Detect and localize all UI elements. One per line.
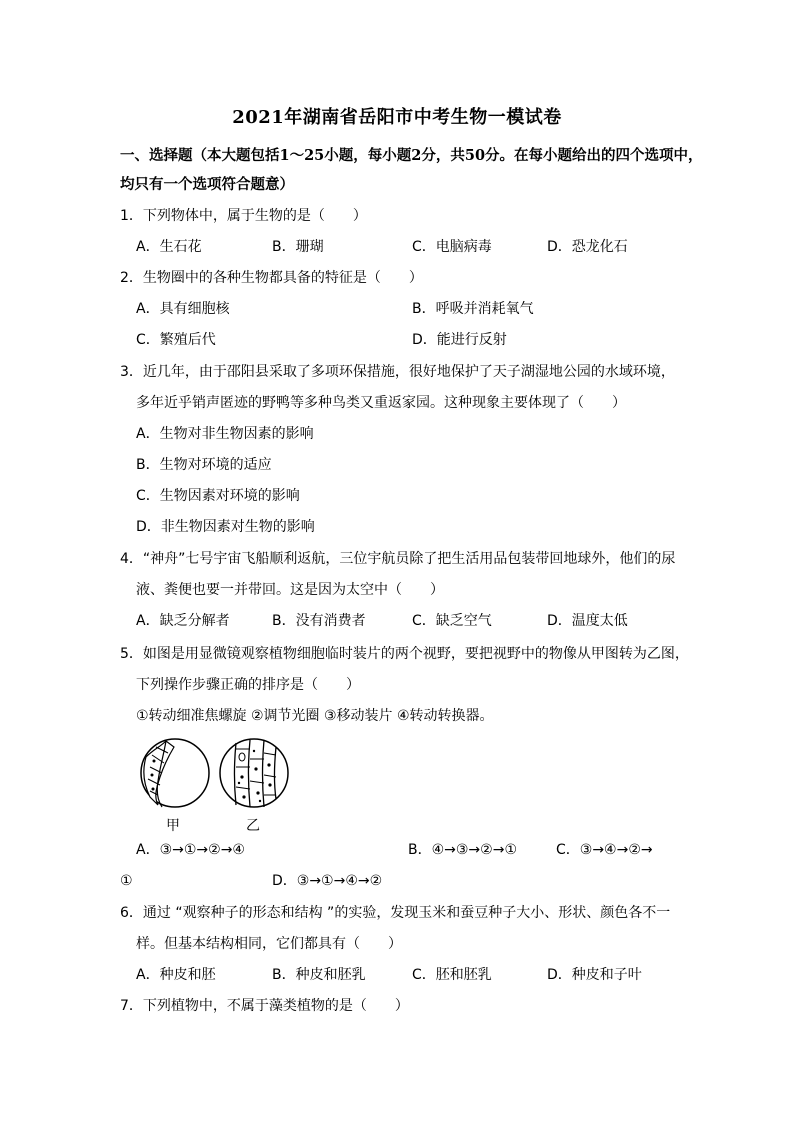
q4-option-c: C．缺乏空气 <box>412 613 492 629</box>
q4-option-b: B．没有消费者 <box>272 613 366 629</box>
q2-option-a: A．具有细胞核 <box>136 301 230 317</box>
question-4-stem-line1: 4．“神舟”七号宇宙飞船顺利返航，三位宇航员除了把生活用品包装带回地球外，他们的尿 <box>120 551 676 567</box>
q3-option-a: A．生物对非生物因素的影响 <box>136 426 314 442</box>
q4-option-d: D．温度太低 <box>547 613 628 629</box>
microscope-views-figure <box>138 737 298 832</box>
q5-option-c-continued: ① <box>120 873 133 889</box>
q2-option-d: D．能进行反射 <box>412 332 507 348</box>
question-5-steps: ①转动细准焦螺旋 ②调节光圈 ③移动装片 ④转动转换器。 <box>136 708 494 724</box>
question-3-stem-line2: 多年近乎销声匿迹的野鸭等多种鸟类又重返家园。这种现象主要体现了（ ） <box>136 395 626 411</box>
question-4-stem-line2: 液、粪便也要一并带回。这是因为太空中（ ） <box>136 582 444 598</box>
q6-option-d: D．种皮和子叶 <box>547 967 642 983</box>
q6-option-c: C．胚和胚乳 <box>412 967 492 983</box>
view-yi-icon <box>220 739 288 807</box>
q3-option-c: C．生物因素对环境的影响 <box>136 488 300 504</box>
q2-option-c: C．繁殖后代 <box>136 332 216 348</box>
question-3-stem-line1: 3．近几年，由于邵阳县采取了多项环保措施，很好地保护了天子湖湿地公园的水域环境， <box>120 364 675 380</box>
question-6-stem-line2: 样。但基本结构相同，它们都具有（ ） <box>136 936 402 952</box>
q4-option-a: A．缺乏分解者 <box>136 613 230 629</box>
view-jia-icon <box>141 739 209 807</box>
page-title: 2021年湖南省岳阳市中考生物一模试卷 <box>232 107 562 128</box>
q5-option-a: A．③→①→②→④ <box>136 842 245 858</box>
q6-option-b: B．种皮和胚乳 <box>272 967 366 983</box>
question-2-stem: 2．生物圈中的各种生物都具备的特征是（ ） <box>120 270 423 286</box>
q6-option-a: A．种皮和胚 <box>136 967 216 983</box>
q1-option-c: C．电脑病毒 <box>412 239 492 255</box>
question-7-stem: 7．下列植物中，不属于藻类植物的是（ ） <box>120 998 409 1014</box>
q3-option-b: B．生物对环境的适应 <box>136 457 272 473</box>
q3-option-d: D．非生物因素对生物的影响 <box>136 519 315 535</box>
q1-option-b: B．珊瑚 <box>272 239 324 255</box>
q5-option-c: C．③→④→②→ <box>556 842 653 858</box>
q1-option-a: A．生石花 <box>136 239 202 255</box>
section-heading-line2: 均只有一个选项符合题意） <box>120 176 294 193</box>
question-5-stem-line1: 5．如图是用显微镜观察植物细胞临时装片的两个视野，要把视野中的物像从甲图转为乙图， <box>120 646 689 662</box>
question-6-stem-line1: 6．通过 “观察种子的形态和结构 ”的实验，发现玉米和蚕豆种子大小、形状、颜色各不一 <box>120 905 671 921</box>
question-1-stem: 1．下列物体中，属于生物的是（ ） <box>120 208 367 224</box>
q5-option-d: D．③→①→④→② <box>272 873 383 889</box>
q1-option-d: D．恐龙化石 <box>547 239 628 255</box>
question-5-stem-line2: 下列操作步骤正确的排序是（ ） <box>136 677 360 693</box>
figure-label-yi: 乙 <box>246 818 260 834</box>
figure-label-jia: 甲 <box>166 818 180 834</box>
q5-option-b: B．④→③→②→① <box>408 842 517 858</box>
section-heading-line1: 一、选择题（本大题包括1～25小题，每小题2分，共50分。在每小题给出的四个选项中， <box>120 147 703 164</box>
q2-option-b: B．呼吸并消耗氧气 <box>412 301 534 317</box>
